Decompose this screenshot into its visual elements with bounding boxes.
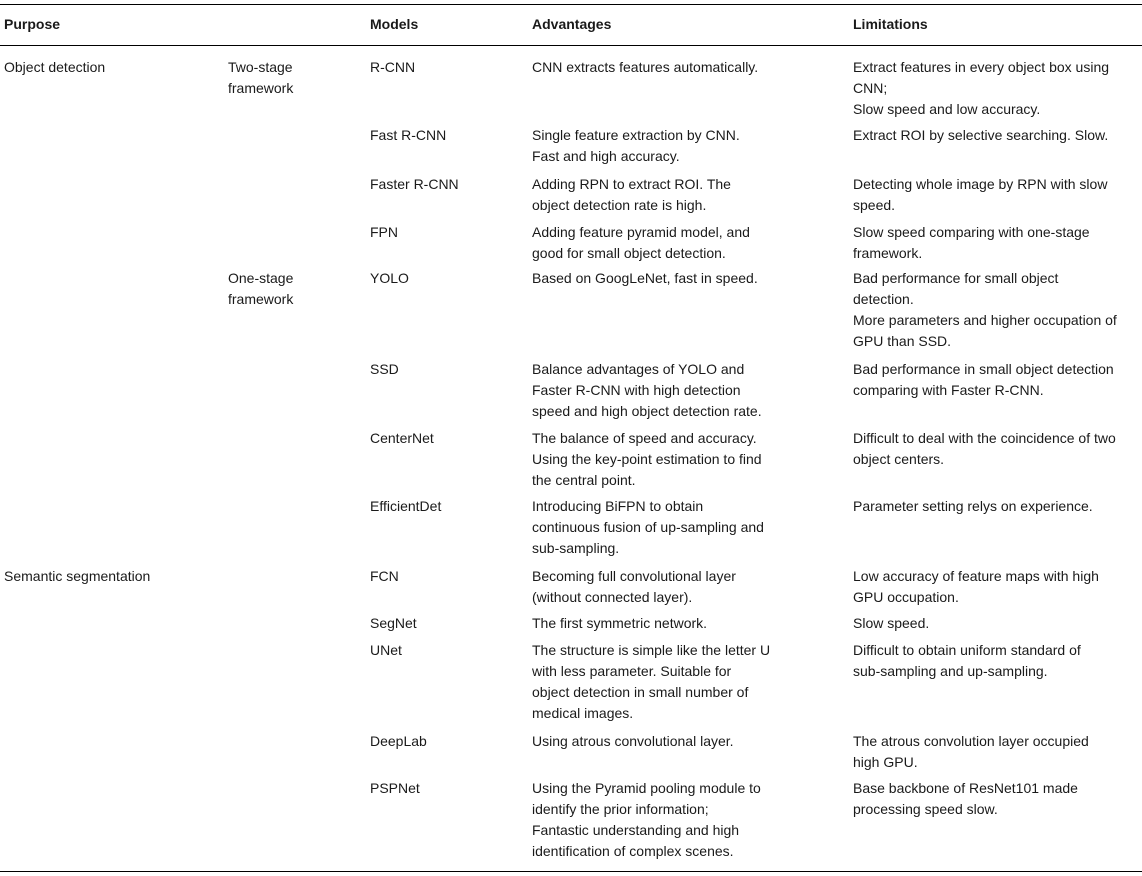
advantages-cell-line: the central point. — [532, 472, 636, 488]
model-cell: R-CNN — [370, 59, 416, 75]
subgroup-two-stage-line-2: framework — [228, 80, 294, 96]
model-cell: PSPNet — [370, 780, 420, 796]
header-rule — [0, 45, 1142, 46]
advantages-cell-line: Using the Pyramid pooling module to — [532, 780, 761, 796]
bottom-rule — [0, 871, 1142, 872]
limitations-cell-line: GPU than SSD. — [853, 333, 952, 349]
advantages-cell-line: Based on GoogLeNet, fast in speed. — [532, 270, 758, 286]
limitations-cell-line: sub-sampling and up-sampling. — [853, 663, 1048, 679]
limitations-cell-line: GPU occupation. — [853, 589, 959, 605]
subgroup-one-stage-line-1: One-stage — [228, 270, 294, 286]
limitations-cell-line: object centers. — [853, 451, 945, 467]
model-cell: FPN — [370, 224, 398, 240]
group-semantic-segmentation: Semantic segmentation — [4, 568, 151, 584]
limitations-cell-line: Base backbone of ResNet101 made — [853, 780, 1078, 796]
advantages-cell-line: identification of complex scenes. — [532, 843, 734, 859]
limitations-cell-line: Parameter setting relys on experience. — [853, 498, 1093, 514]
model-cell: YOLO — [370, 270, 409, 286]
limitations-cell-line: detection. — [853, 291, 914, 307]
advantages-cell-line: CNN extracts features automatically. — [532, 59, 759, 75]
advantages-cell-line: sub-sampling. — [532, 540, 620, 556]
advantages-cell-line: object detection in small number of — [532, 684, 749, 700]
limitations-cell-line: Difficult to obtain uniform standard of — [853, 642, 1081, 658]
advantages-cell-line: Fantastic understanding and high — [532, 822, 740, 838]
model-cell: EfficientDet — [370, 498, 442, 514]
advantages-cell-line: Adding feature pyramid model, and — [532, 224, 750, 240]
advantages-cell-line: Single feature extraction by CNN. — [532, 127, 740, 143]
limitations-cell-line: Extract features in every object box using — [853, 59, 1110, 75]
advantages-cell-line: Faster R-CNN with high detection — [532, 382, 741, 398]
limitations-cell-line: Bad performance for small object — [853, 270, 1059, 286]
model-cell: Faster R-CNN — [370, 176, 459, 192]
model-cell: SegNet — [370, 615, 417, 631]
group-object-detection: Object detection — [4, 59, 106, 75]
advantages-cell-line: The balance of speed and accuracy. — [532, 430, 757, 446]
limitations-cell-line: Slow speed and low accuracy. — [853, 101, 1041, 117]
advantages-cell-line: Using the key-point estimation to find — [532, 451, 762, 467]
model-cell: Fast R-CNN — [370, 127, 447, 143]
limitations-cell-line: processing speed slow. — [853, 801, 998, 817]
subgroup-one-stage-line-2: framework — [228, 291, 294, 307]
advantages-cell-line: object detection rate is high. — [532, 197, 707, 213]
limitations-cell-line: Detecting whole image by RPN with slow — [853, 176, 1108, 192]
limitations-cell-line: high GPU. — [853, 754, 918, 770]
model-cell: SSD — [370, 361, 399, 377]
limitations-cell-line: Extract ROI by selective searching. Slow. — [853, 127, 1109, 143]
advantages-cell-line: with less parameter. Suitable for — [532, 663, 732, 679]
advantages-cell-line: medical images. — [532, 705, 634, 721]
top-rule — [0, 4, 1142, 5]
advantages-cell-line: Introducing BiFPN to obtain — [532, 498, 704, 514]
limitations-cell-line: framework. — [853, 245, 923, 261]
advantages-cell-line: Balance advantages of YOLO and — [532, 361, 745, 377]
limitations-cell-line: Difficult to deal with the coincidence of two — [853, 430, 1116, 446]
limitations-cell-line: Slow speed. — [853, 615, 930, 631]
model-cell: UNet — [370, 642, 402, 658]
advantages-cell-line: Becoming full convolutional layer — [532, 568, 736, 584]
model-cell: FCN — [370, 568, 399, 584]
header-models: Models — [370, 16, 419, 32]
header-advantages: Advantages — [532, 16, 612, 32]
advantages-cell-line: continuous fusion of up-sampling and — [532, 519, 764, 535]
advantages-cell-line: speed and high object detection rate. — [532, 403, 762, 419]
header-limitations: Limitations — [853, 16, 928, 32]
limitations-cell-line: The atrous convolution layer occupied — [853, 733, 1089, 749]
model-cell: DeepLab — [370, 733, 427, 749]
advantages-cell-line: Using atrous convolutional layer. — [532, 733, 734, 749]
advantages-cell-line: Fast and high accuracy. — [532, 148, 680, 164]
model-cell: CenterNet — [370, 430, 434, 446]
advantages-cell-line: Adding RPN to extract ROI. The — [532, 176, 731, 192]
limitations-cell-line: comparing with Faster R-CNN. — [853, 382, 1044, 398]
limitations-cell-line: CNN; — [853, 80, 888, 96]
limitations-cell-line: Bad performance in small object detection — [853, 361, 1114, 377]
advantages-cell-line: good for small object detection. — [532, 245, 726, 261]
header-purpose: Purpose — [4, 16, 61, 32]
limitations-cell-line: More parameters and higher occupation of — [853, 312, 1117, 328]
advantages-cell-line: identify the prior information; — [532, 801, 709, 817]
limitations-cell-line: Slow speed comparing with one-stage — [853, 224, 1090, 240]
advantages-cell-line: The structure is simple like the letter U — [532, 642, 771, 658]
subgroup-two-stage-line-1: Two-stage — [228, 59, 293, 75]
advantages-cell-line: The first symmetric network. — [532, 615, 708, 631]
advantages-cell-line: (without connected layer). — [532, 589, 693, 605]
limitations-cell-line: Low accuracy of feature maps with high — [853, 568, 1099, 584]
limitations-cell-line: speed. — [853, 197, 896, 213]
